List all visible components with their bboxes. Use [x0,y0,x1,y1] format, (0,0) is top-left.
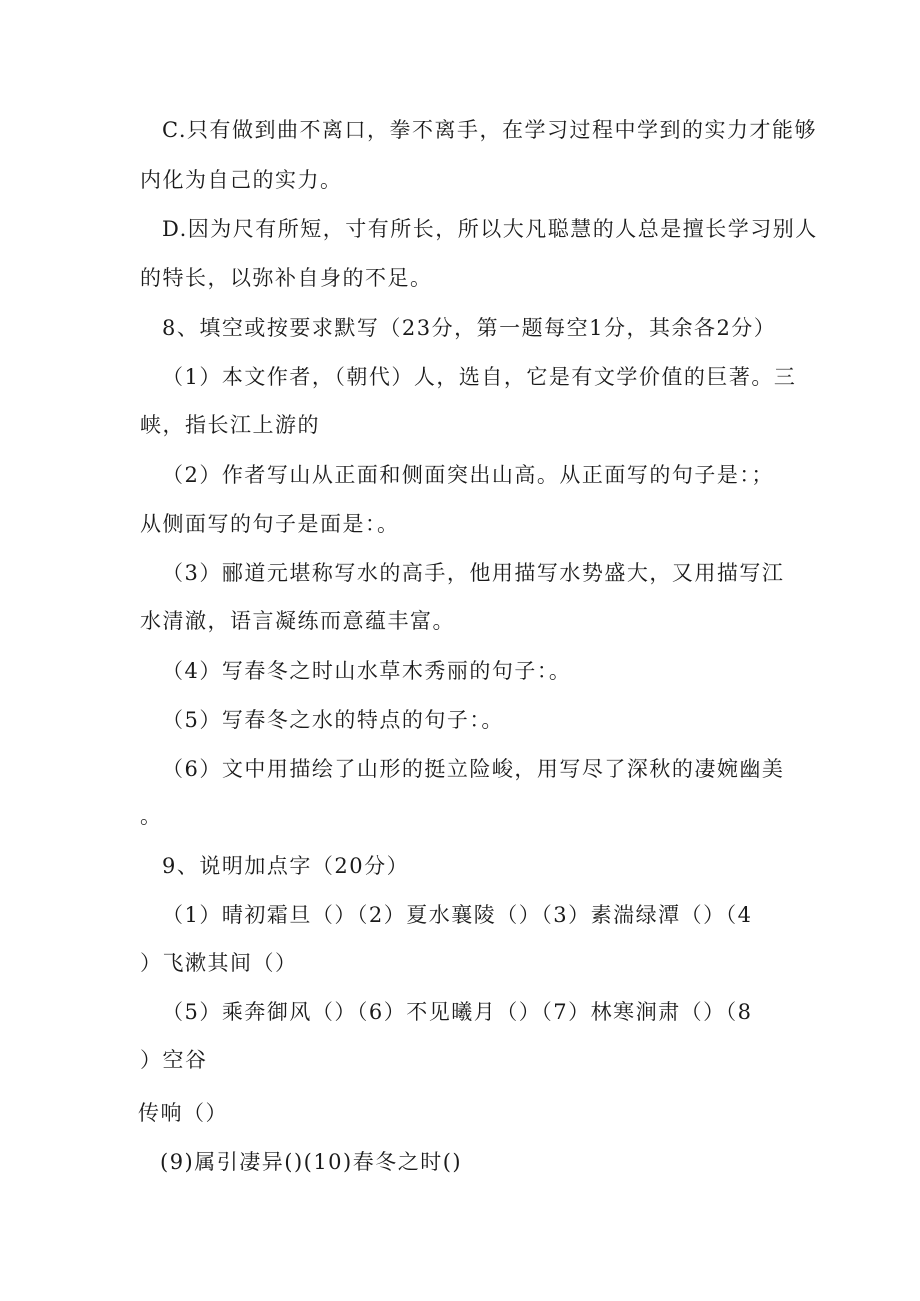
q9-row-1-line-2: ）飞漱其间（） [140,951,298,975]
q8-item-6-line-2: 。 [140,804,163,828]
q8-item-1-line-1: （1）本文作者，（朝代）人，选自，它是有文学价值的巨著。三 [162,365,797,389]
q8-item-2-line-2: 从侧面写的句子是面是：。 [140,512,400,536]
q9-row-2-line-2: ）空谷 [140,1048,208,1072]
q8-item-3-line-2: 水清澈，语言凝练而意蕴丰富。 [140,609,455,633]
q8-item-3-line-1: （3）郦道元堪称写水的高手，他用描写水势盛大，又用描写江 [162,561,785,585]
option-c-line-1: C.只有做到曲不离口，拳不离手，在学习过程中学到的实力才能够 [162,118,817,142]
option-c-line-2: 内化为自己的实力。 [140,168,343,192]
q8-item-6-line-1: （6）文中用描绘了山形的挺立险峻，用写尽了深秋的凄婉幽美 [162,757,785,781]
q8-item-1-line-2: 峡，指长江上游的 [140,413,320,437]
q8-item-5: （5）写春冬之水的特点的句子：。 [162,708,504,732]
question-9-heading: 9、说明加点字（20分） [162,854,410,878]
option-d-line-1: D.因为尺有所短，寸有所长，所以大凡聪慧的人总是擅长学习别人 [162,217,818,241]
q8-item-2-line-1: （2）作者写山从正面和侧面突出山高。从正面写的句子是：； [162,463,774,487]
q9-row-2-line-1: （5）乘奔御风（）（6）不见曦月（）（7）林寒涧肃（）（8 [162,1000,753,1024]
q8-item-4: （4）写春冬之时山水草木秀丽的句子：。 [162,659,572,683]
q9-row-2-line-3: 传响（） [138,1101,228,1125]
q9-row-3: (9)属引凄异()(10)春冬之时() [160,1150,463,1174]
option-d-line-2: 的特长，以弥补自身的不足。 [140,266,433,290]
question-8-heading: 8、填空或按要求默写（23分，第一题每空1分，其余各2分） [162,316,777,340]
q9-row-1-line-1: （1）晴初霜旦（）（2）夏水襄陵（）（3）素湍绿潭（）（4 [162,903,753,927]
